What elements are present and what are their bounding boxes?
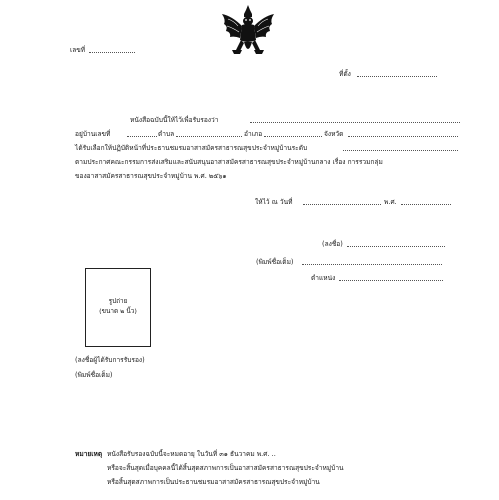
signer-name-field[interactable]: [302, 264, 442, 265]
amphoe-field[interactable]: [264, 136, 322, 137]
position-field[interactable]: [339, 280, 443, 281]
buddhist-era-label: พ.ศ.: [384, 198, 397, 206]
province-field[interactable]: [348, 136, 458, 137]
garuda-emblem-icon: [220, 4, 276, 62]
document-number-label: เลขที่: [70, 46, 86, 54]
signature-label: (ลงชื่อ): [322, 240, 343, 248]
date-field[interactable]: [303, 204, 381, 205]
certified-name-field[interactable]: [250, 122, 460, 123]
document-number-field[interactable]: [89, 52, 135, 53]
recipient-print-name-label: (พิมพ์ชื่อเต็ม): [75, 371, 113, 379]
signature-field[interactable]: [347, 246, 445, 247]
year-field[interactable]: [401, 204, 451, 205]
issuing-place-field[interactable]: [357, 76, 437, 77]
remark-line-1: หนังสือรับรองฉบับนี้จะหมดอายุ ในวันที่ ๓๑ ธันวาคม พ.ศ. ..: [107, 450, 276, 458]
photo-label: รูปถ่าย: [108, 297, 128, 305]
elected-text: ได้รับเลือกให้ปฏิบัติหน้าที่ประธานชมรมอาสาสมัครสาธารณสุขประจำหมู่บ้านระดับ: [75, 144, 308, 152]
announcement-text: ตามประกาศคณะกรรมการส่งเสริมและสนับสนุนอาสาสมัครสาธารณสุขประจำหมู่บ้านกลาง เรื่อง การรวมกลุ่ม: [75, 158, 383, 166]
remark-label: หมายเหตุ: [75, 450, 103, 458]
photo-placeholder: [85, 268, 151, 347]
announcement-text-2: ของอาสาสมัครสาธารณสุขประจำหมู่บ้าน พ.ศ. ๒๕๖๑: [75, 172, 227, 180]
level-field[interactable]: [343, 150, 458, 151]
amphoe-label: อำเภอ: [244, 130, 263, 138]
tambon-label: ตำบล: [158, 130, 175, 138]
province-label: จังหวัด: [324, 130, 344, 138]
house-number-label: อยู่บ้านเลขที่: [75, 130, 111, 138]
signer-print-name-label: (พิมพ์ชื่อเต็ม): [256, 258, 294, 266]
photo-size-label: (ขนาด ๒ นิ้ว): [99, 307, 137, 315]
remark-line-3: หรือสิ้นสุดสภาพการเป็นประธานชมรมอาสาสมัครสาธารณสุขประจำหมู่บ้าน: [107, 478, 320, 486]
position-label: ตำแหน่ง: [311, 274, 336, 282]
recipient-signature-label: (ลงชื่อผู้ได้รับการรับรอง): [75, 356, 145, 364]
issuing-place-label: ที่ตั้ง: [339, 70, 351, 78]
tambon-field[interactable]: [176, 136, 242, 137]
certify-text: หนังสือฉบับนี้ให้ไว้เพื่อรับรองว่า: [130, 116, 219, 124]
house-number-field[interactable]: [127, 136, 157, 137]
given-on-label: ให้ไว้ ณ วันที่: [255, 198, 293, 206]
remark-line-2: หรือจะสิ้นสุดเมื่อบุคคลนี้ได้สิ้นสุดสภาพการเป็นอาสาสมัครสาธารณสุขประจำหมู่บ้าน: [107, 464, 344, 472]
